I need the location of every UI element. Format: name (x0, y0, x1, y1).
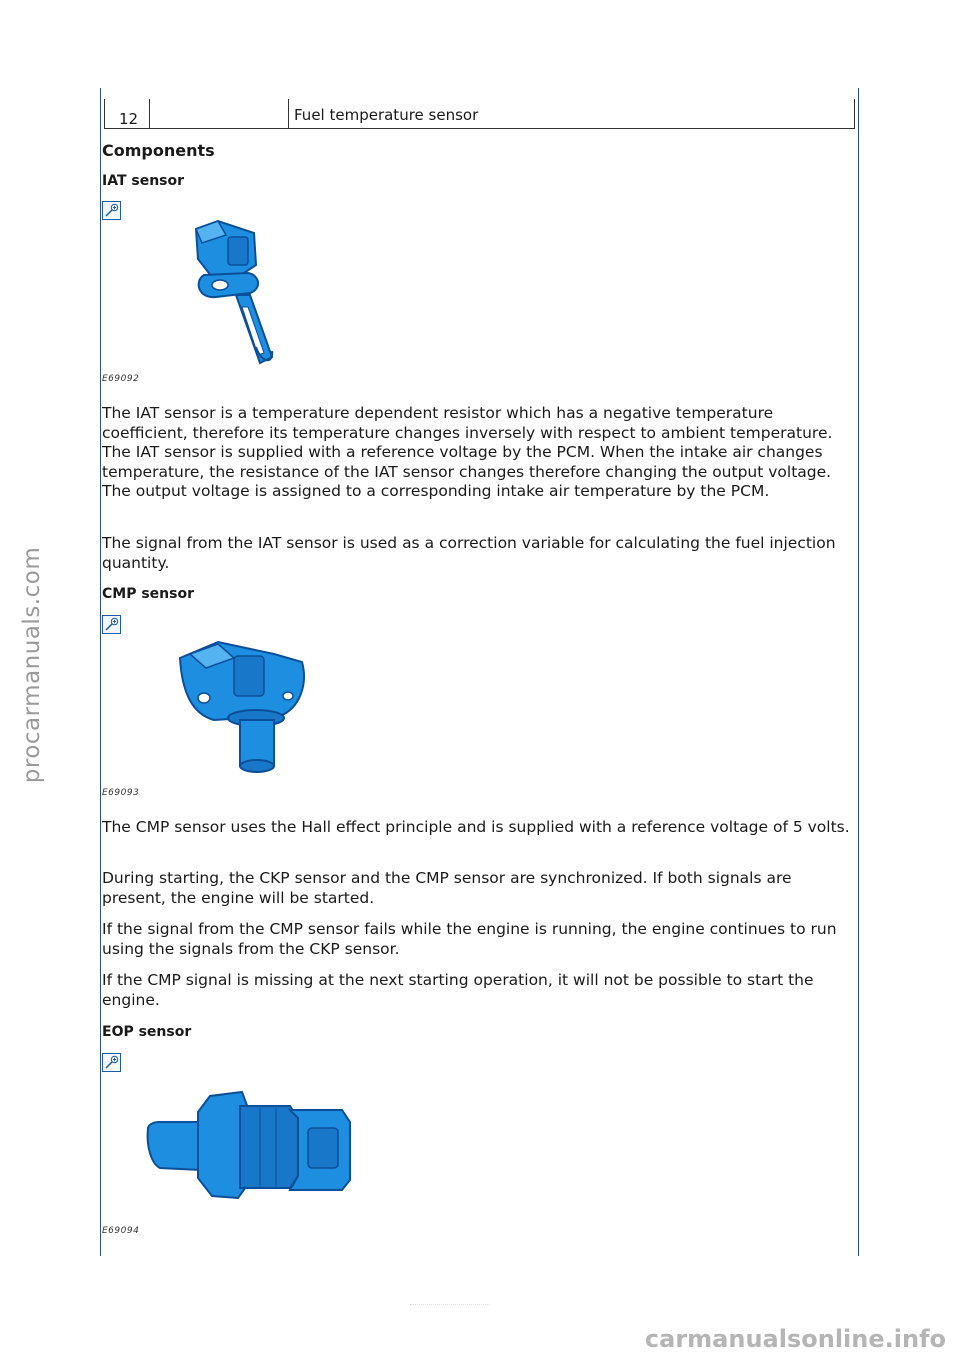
iat-paragraph-2: The signal from the IAT sensor is used as a correction variable for calculating the fuel injection quantity. (102, 534, 836, 572)
cmp-paragraph-3: If the signal from the CMP sensor fails while the engine is running, the engine continues to run using the signals from the CKP sensor. (102, 920, 837, 958)
cmp-sensor-image (174, 636, 310, 776)
zoom-magnifier-icon[interactable] (102, 201, 121, 220)
table-cell-item-number (105, 99, 150, 128)
item-number: 12 (119, 110, 139, 128)
iat-figure-code: E69092 (102, 374, 140, 384)
table-row (104, 99, 855, 129)
left-frame-line (100, 88, 101, 1256)
iat-paragraph-1: The IAT sensor is a temperature dependent resistor which has a negative temperature coefficient, therefore its temperature changes inversely with respect to ambient temperature. The IAT sensor is supplied with a reference voltage by the PCM. When the intake air changes temperature, the resistance of the IAT sensor changes therefore changing the output voltage. The output voltage is assigned to a corresponding intake air temperature by the PCM. (102, 404, 833, 501)
cmp-paragraph-2: During starting, the CKP sensor and the CMP sensor are synchronized. If both signals are present, the engine will be started. (102, 869, 792, 907)
iat-sensor-image (176, 215, 286, 370)
table-cell-description (289, 99, 854, 128)
item-description: Fuel temperature sensor (294, 106, 479, 124)
zoom-magnifier-icon[interactable] (102, 1053, 121, 1072)
cmp-paragraph-1: The CMP sensor uses the Hall effect principle and is supplied with a reference voltage of 5 volts. (102, 818, 850, 836)
cmp-paragraph-4: If the CMP signal is missing at the next starting operation, it will not be possible to start the engine. (102, 971, 814, 1009)
right-frame-line (858, 88, 859, 1256)
eop-figure-code: E69094 (102, 1226, 140, 1236)
zoom-magnifier-icon[interactable] (102, 615, 121, 634)
cmp-heading: CMP sensor (102, 586, 194, 602)
side-watermark: procarmanuals.com (19, 546, 45, 784)
bottom-watermark: carmanualsonline.info (644, 1325, 946, 1353)
eop-heading: EOP sensor (102, 1024, 192, 1040)
footer-dotted-line (410, 1304, 490, 1309)
table-cell-empty (150, 99, 289, 128)
iat-heading: IAT sensor (102, 173, 185, 189)
section-title: Components (102, 141, 215, 160)
cmp-figure-code: E69093 (102, 788, 140, 798)
eop-sensor-image (140, 1088, 356, 1204)
